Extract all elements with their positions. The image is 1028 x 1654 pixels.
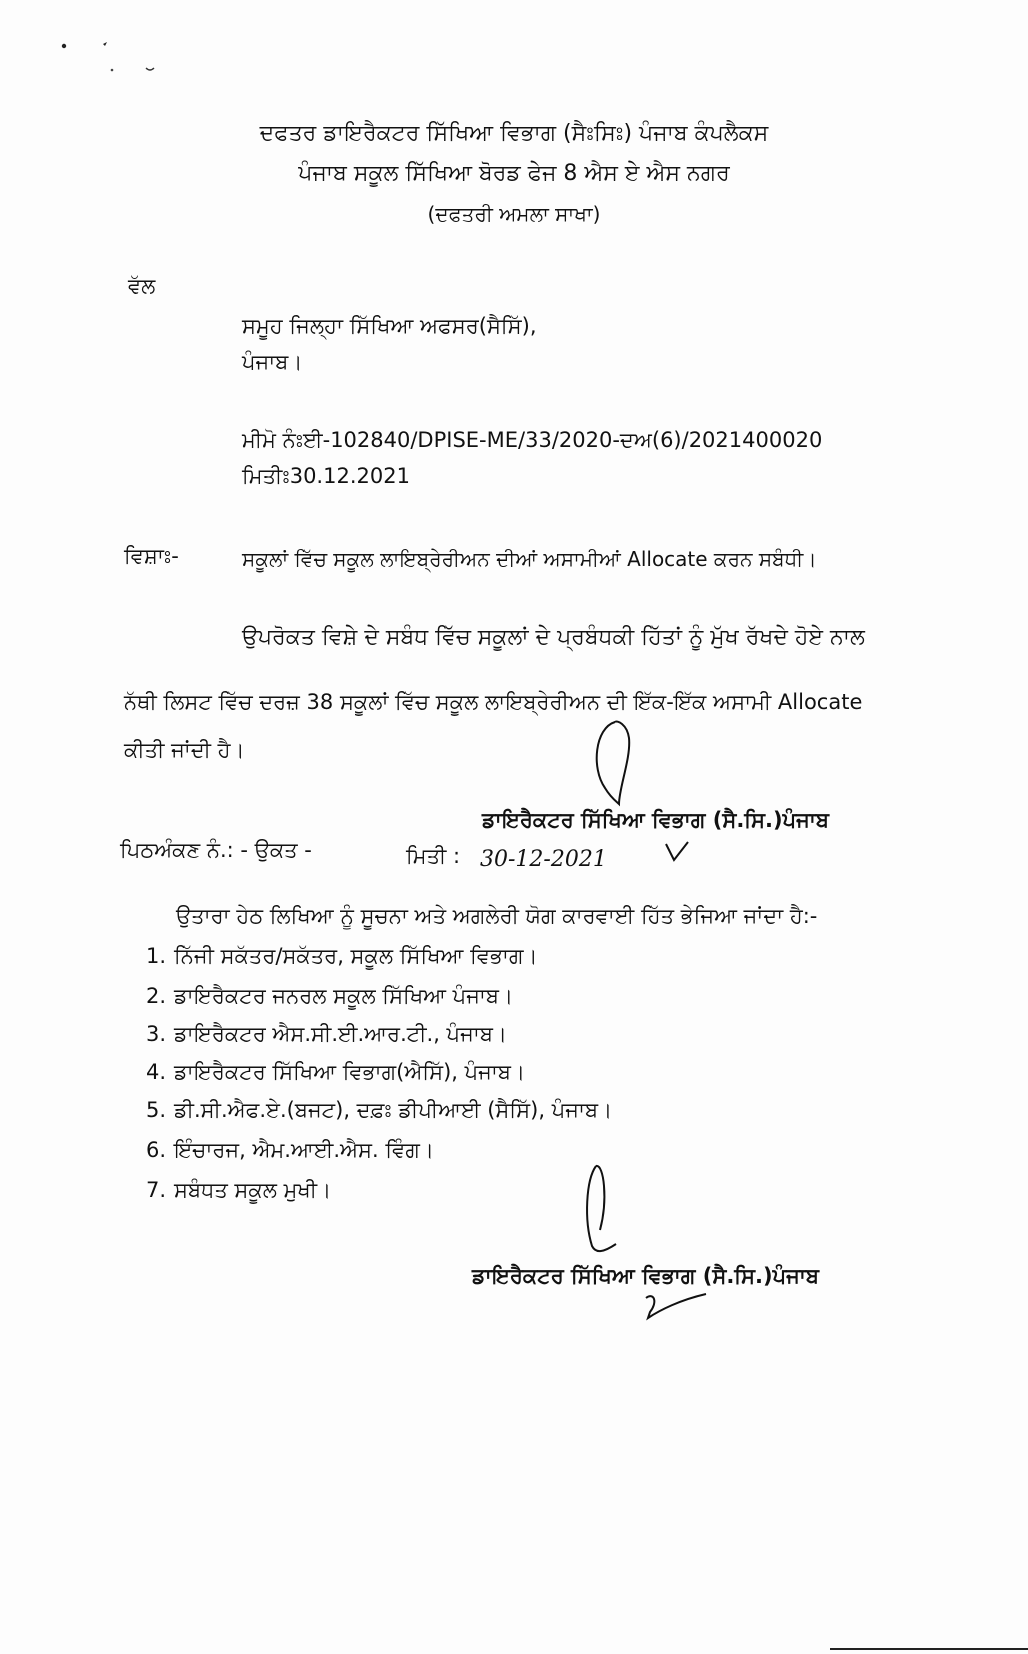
subject-label: ਵਿਸ਼ਾਃ- (124, 544, 179, 568)
memo-number: ਮੀਮੋ ਨੰਃਈ-102840/DPISE-ME/33/2020-ਦਅ(6)/2021400020 (242, 428, 823, 452)
list-item (146, 942, 538, 970)
body-line-1: ਉਪਰੋਕਤ ਵਿਸ਼ੇ ਦੇ ਸਬੰਧ ਵਿੱਚ ਸਕੂਲਾਂ ਦੇ ਪ੍ਰਬੰਧਕੀ ਹਿੱਤਾਂ ਨੂੰ ਮੁੱਖ ਰੱਖਦੇ ਹੋਏ ਨਾਲ (242, 625, 865, 650)
scan-specks (0, 0, 200, 90)
list-item (146, 1176, 331, 1204)
list-item-text: ਡੀ.ਸੀ.ਐਫ.ਏ.(ਬਜਟ), ਦਫ਼ਃ ਡੀਪੀਆਈ (ਸੈਸਿੱ), ਪੰਜਾਬ। (174, 1098, 613, 1122)
page-bottom-rule (830, 1648, 1028, 1650)
list-item-text: ਡਾਇਰੈਕਟਰ ਜਨਰਲ ਸਕੂਲ ਸਿੱਖਿਆ ਪੰਜਾਬ। (174, 984, 514, 1008)
initial-mark-2 (640, 1290, 710, 1330)
recipient-line-1: ਸਮੂਹ ਜਿਲ੍ਹਾ ਸਿੱਖਿਆ ਅਫਸਰ(ਸੈਸਿੱ), (242, 314, 537, 338)
list-item-text: ਸਬੰਧਤ ਸਕੂਲ ਮੁਖੀ। (174, 1178, 332, 1202)
initial-mark-1 (662, 838, 692, 864)
list-item-number: 2. (146, 984, 167, 1008)
list-item-number: 1. (146, 944, 167, 968)
list-item-number: 4. (146, 1060, 167, 1084)
office-header-line-3: (ਦਫਤਰੀ ਅਮਲਾ ਸਾਖਾ) (427, 202, 601, 226)
list-item (146, 1020, 507, 1048)
list-item-number: 5. (146, 1098, 167, 1122)
handwritten-signature-1 (585, 718, 645, 808)
list-item (146, 1136, 434, 1164)
endorsement-date-handwritten: 30-12-2021 (480, 847, 607, 872)
memo-date: ਮਿਤੀਃ30.12.2021 (242, 464, 410, 488)
list-item-text: ਡਾਇਰੈਕਟਰ ਐਸ.ਸੀ.ਈ.ਆਰ.ਟੀ., ਪੰਜਾਬ। (174, 1022, 508, 1046)
signatory-designation-1: ਡਾਇਰੈਕਟਰ ਸਿੱਖਿਆ ਵਿਭਾਗ (ਸੈ.ਸਿ.)ਪੰਜਾਬ (482, 808, 829, 832)
list-item (146, 982, 513, 1010)
endorsement-date-label: ਮਿਤੀ : (406, 844, 461, 868)
list-item-text: ਨਿੱਜੀ ਸਕੱਤਰ/ਸਕੱਤਰ, ਸਕੂਲ ਸਿੱਖਿਆ ਵਿਭਾਗ। (174, 944, 538, 968)
list-item-text: ਇੰਚਾਰਜ, ਐਮ.ਆਈ.ਐਸ. ਵਿੰਗ। (174, 1138, 435, 1162)
list-item-number: 3. (146, 1022, 167, 1046)
handwritten-signature-2 (574, 1160, 634, 1260)
to-label: ਵੱਲ (128, 274, 156, 298)
subject-text: ਸਕੂਲਾਂ ਵਿੱਚ ਸਕੂਲ ਲਾਇਬ੍ਰੇਰੀਅਨ ਦੀਆਂ ਅਸਾਮੀਆਂ Allocate ਕਰਨ ਸਬੰਧੀ। (242, 547, 817, 571)
body-line-2: ਨੱਥੀ ਲਿਸਟ ਵਿੱਚ ਦਰਜ਼ 38 ਸਕੂਲਾਂ ਵਿੱਚ ਸਕੂਲ ਲਾਇਬ੍ਰੇਰੀਅਨ ਦੀ ਇੱਕ-ਇੱਕ ਅਸਾਮੀ Allocate (124, 690, 863, 714)
office-header-line-1: ਦਫਤਰ ਡਾਇਰੈਕਟਰ ਸਿੱਖਿਆ ਵਿਭਾਗ (ਸੈਃਸਿਃ) ਪੰਜਾਬ ਕੰਪਲੈਕਸ (259, 121, 769, 146)
list-item-number: 6. (146, 1138, 167, 1162)
recipient-line-2: ਪੰਜਾਬ। (242, 350, 303, 374)
list-item-number: 7. (146, 1178, 167, 1202)
signatory-designation-2: ਡਾਇਰੈਕਟਰ ਸਿੱਖਿਆ ਵਿਭਾਗ (ਸੈ.ਸਿ.)ਪੰਜਾਬ (472, 1264, 819, 1288)
endorsement-number: ਪਿਠਅੰਕਣ ਨੰ.: - ਉਕਤ - (120, 838, 312, 862)
office-header-line-2: ਪੰਜਾਬ ਸਕੂਲ ਸਿੱਖਿਆ ਬੋਰਡ ਫੇਜ 8 ਐਸ ਏ ਐਸ ਨਗਰ (298, 161, 730, 186)
list-item-text: ਡਾਇਰੈਕਟਰ ਸਿੱਖਿਆ ਵਿਭਾਗ(ਐਸਿੱ), ਪੰਜਾਬ। (174, 1060, 526, 1084)
list-item (146, 1058, 525, 1086)
body-line-3: ਕੀਤੀ ਜਾਂਦੀ ਹੈ। (124, 738, 245, 762)
copy-intro: ਉਤਾਰਾ ਹੇਠ ਲਿਖਿਆ ਨੂੰ ਸੂਚਨਾ ਅਤੇ ਅਗਲੇਰੀ ਯੋਗ ਕਾਰਵਾਈ ਹਿੱਤ ਭੇਜਿਆ ਜਾਂਦਾ ਹੈ:- (176, 904, 818, 928)
list-item (146, 1096, 612, 1124)
